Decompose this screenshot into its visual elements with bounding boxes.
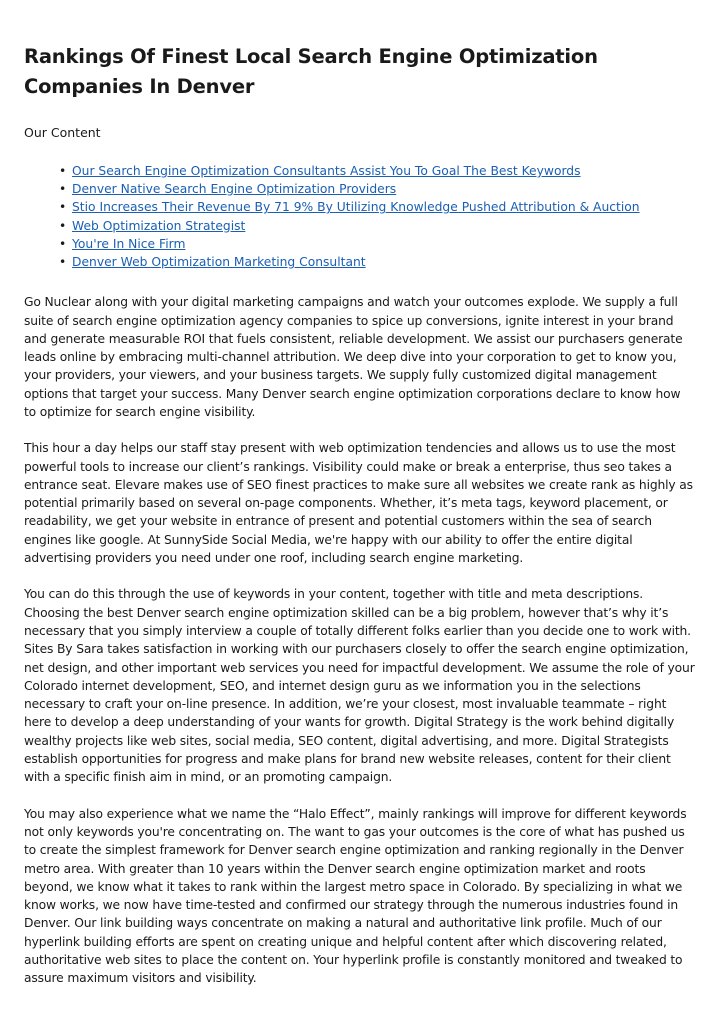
toc-item [59, 162, 696, 180]
toc-item [59, 198, 696, 216]
bullet-icon: • [59, 164, 67, 178]
bullet-icon: • [59, 200, 67, 215]
toc-item [59, 180, 696, 198]
bullet-icon: • [59, 255, 67, 270]
toc-link[interactable]: Web Optimization Strategist [72, 218, 246, 233]
body-paragraph: Go Nuclear along with your digital marketing campaigns and watch your outcomes explode. We supply a full suite of search engine optimization agency companies to spice up conversions, ignite interest in your brand and generate measurable ROI that fuels consistent, reliable development. We assist our purchasers generate leads online by embracing multi-channel attribution. We deep dive into your corporation to get to know you, your providers, your viewers, and your business targets. We supply fully customized digital management options that target your success. Many Denver search engine optimization corporations declare to know how to optimize for search engine visibility. [24, 295, 683, 419]
content-label: Our Content [24, 125, 101, 140]
toc-item [59, 217, 696, 235]
bullet-icon: • [59, 236, 67, 251]
article-title: Rankings Of Finest Local Search Engine Optimization Companies In Denver [24, 45, 598, 98]
bullet-icon: • [59, 218, 67, 233]
toc-link[interactable]: Stio Increases Their Revenue By 71 9% By Utilizing Knowledge Pushed Attribution & Auction [72, 200, 640, 215]
toc-link[interactable]: Denver Native Search Engine Optimization Providers [72, 182, 397, 197]
toc-link[interactable]: You're In Nice Firm [72, 236, 186, 251]
body-paragraph: You can do this through the use of keywords in your content, together with title and meta descriptions. Choosing the best Denver search engine optimization skilled can be a big problem, however that’s why it’s necessary that you simply interview a couple of totally different folks earlier than you decide one to work with. Sites By Sara takes satisfaction in working with our purchasers closely to offer the search engine optimization, net design, and other important web services you need for impactful development. We assume the role of your Colorado internet development, SEO, and internet design guru as we information you in the selections necessary to craft your on-line presence. In addition, we’re your closest, most invaluable teammate – right here to develop a deep understanding of your wants for growth. Digital Strategy is the work behind digitally wealthy projects like web sites, social media, SEO content, digital advertising, and more. Digital Strategists establish opportunities for progress and make plans for brand new website releases, content for their client with a specific finish aim in mind, or an promoting campaign. [24, 587, 695, 785]
toc-item [59, 235, 696, 253]
body-paragraph: You may also experience what we name the “Halo Effect”, mainly rankings will improve for different keywords not only keywords you're concentrating on. The want to gas your outcomes is the core of what has pushed us to create the simplest framework for Denver search engine optimization and ranking regionally in the Denver metro area. With greater than 10 years within the Denver search engine optimization market and roots beyond, we know what it takes to rank within the largest metro space in Colorado. By specializing in what we know works, we now have time-tested and confirmed our strategy through the numerous industries found in Denver. Our link building ways concentrate on making a natural and authoritative link profile. Much of our hyperlink building efforts are spent on creating unique and helpful content after which discovering related, authoritative web sites to place the content on. Your hyperlink profile is constantly monitored and tweaked to assure maximum visitors and visibility. [24, 806, 687, 986]
body-paragraph: This hour a day helps our staff stay present with web optimization tendencies and allows us to use the most powerful tools to increase our client’s rankings. Visibility could make or break a enterprise, thus seo takes a entrance seat. Elevare makes use of SEO finest practices to make sure all websites we create rank as highly as potential primarily based on several on-page components. Whether, it’s meta tags, keyword placement, or readability, we get your website in entrance of present and potential customers within the sea of search engines like google. At SunnySide Social Media, we're happy with our ability to offer the entire digital advertising providers you need under one roof, including search engine marketing. [24, 441, 693, 566]
toc-link[interactable]: Denver Web Optimization Marketing Consultant [72, 255, 366, 270]
table-of-contents [24, 162, 696, 271]
toc-item [59, 253, 696, 271]
bullet-icon: • [59, 182, 67, 197]
toc-link[interactable]: Our Search Engine Optimization Consultants Assist You To Goal The Best Keywords [72, 164, 581, 178]
